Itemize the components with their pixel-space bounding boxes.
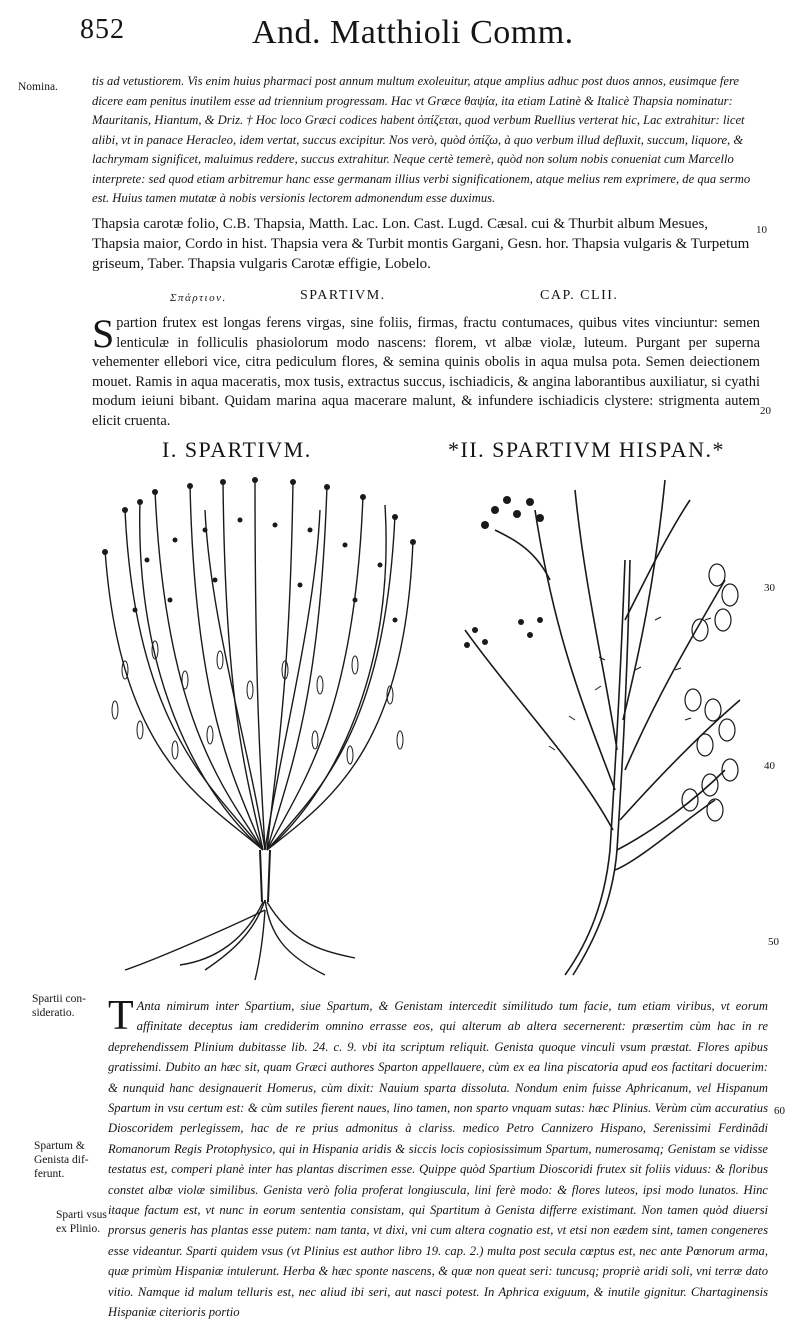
chapter-number: CAP. CLII.: [540, 288, 619, 303]
line-number-60: 60: [774, 1105, 785, 1117]
running-title: And. Matthioli Comm.: [252, 14, 574, 51]
figure-1-title: I. SPARTIVM.: [162, 437, 312, 462]
line-number-30: 30: [764, 582, 775, 594]
paragraph-spartium-description: [92, 311, 760, 432]
drop-cap-s: S: [92, 311, 115, 356]
drop-cap-t: T: [108, 993, 134, 1039]
line-number-40: 40: [764, 760, 775, 772]
line-number-20: 20: [760, 405, 771, 417]
paragraph-spartium-text: partion frutex est longas ferens virgas, sine foliis, firmas, fractu contumaces, quibus vites vinciuntur: semen lenticulæ in folliculis phasiolorum modo nascens: florem, vt albæ violæ, luteum. Purgant per superna vehementer ellebori vice, citra pediculum flores, & semina quinis obolis in aqua mulsa pota. Semen deiectionem mouet. Ramis in aqua maceratis, mox tusis, extractus succus, ischiadicis, & angina laborantibus auxiliatur, si cyathi modum ieiuni bibant. Quidam marina aqua macerare malunt, & infundere ischiadicis clystere: strigmenta autem elicit cruenta.: [92, 315, 760, 429]
spartium-hispanicum-woodcut-illustration: [455, 470, 755, 985]
figure-2-title: *II. SPARTIVM HISPAN.*: [448, 437, 725, 462]
paragraph-thapsia-synonyms: Thapsia carotæ folio, C.B. Thapsia, Matth. Lac. Lon. Cast. Lugd. Cæsal. cui & Thurbit album Mesues, Thapsia maior, Cordo in hist. Thapsia vera & Turbit montis Gargani, Gesn. hor. Thapsia vulgaris & Turpetum griseum, Taber. Thapsia vulgaris Carotæ effigie, Lobelo.: [92, 216, 750, 272]
margin-note-spartum-genista-1: Spartum &: [34, 1140, 85, 1152]
margin-note-spartii-consideratio-2: sideratio.: [32, 1007, 75, 1019]
margin-note-sparti-vsus-1: Sparti vsus: [56, 1209, 107, 1221]
margin-note-spartum-genista-3: ferunt.: [34, 1168, 65, 1180]
margin-note-nomina: Nomina.: [18, 81, 58, 93]
chapter-title: SPARTIVM.: [300, 288, 386, 303]
paragraph-commentary-text: Anta nimirum inter Spartium, siue Spartum, & Genistam intercedit similitudo tum facie, tum etiam viribus, vt eorum affinitate deceptus iam crediderim omnino errasse eos, qui alterum ab altera secernerent: præsertim cùm hac in re deprehendissem Plinium dubitasse lib. 24. c. 9. vbi ita scriptum reliquit. Genista quoque vinculi vsum præstat. Flores apibus gratissimi. Dubito an hæc sit, quam Græci authores Sparton appellauere, cùm ex ea lina piscatoria apud eos factitari docuerim: & nunquid hanc designauerit Homerus, cùm dixit: Nauium sparta dissoluta. Nondum enim fuisse Aphricanum, vel Hispanum Spartum in vsu certum est: & cùm sutiles fierent naues, lino tamen, non sparto vnquam sutas: hæc Plinius. Verùm cùm accuratius Dioscoridem perlegissem, hac de re prius admonitus à clariss. medico Petro Cannizero Hispano, Serenissimi Ferdinãdi Romanorum Regis Protophysico, qui in Hispania aridis & siccis locis copiosissimum Spartum, numerosamq; Genistam se vidisse testatus est, comperi planè inter has plantas discrimen esse. Quippe quòd Spartium Dioscoridi frutex sit foliis viduus: & floribus constet albæ violæ similibus. Genista verò folia proferat longiuscula, lini ferè modo: & flores luteos, ipsi modo lunatos. Hinc itaque factum est, vt nunc in eorum sententia consistam, qui Spartitum à Genista differre existimant. Non tamen quòd diuersi prorsus generis has plantas esse putem: nam tanta, vt dixi, vni cum altera cognatio est, vt etsi non eædem sint, tamen congeneres esse videantur. Sparti quidem vsus (vt Plinius est author libro 19. cap. 2.) multa post secula cœptus est, nec ante Pœnorum arma, quæ primùm Hispaniæ intulerunt. Herba & hæc sponte nascens, & quæ non queat seri: tuncusq; propriè aridi soli, vni terræ dato vitio. Namque id malum telluris est, nec aliud ibi seri, aut nasci potest. In Aphrica exiguum, & inutile gignitur. Chartaginensis Hispaniæ citerioris portio: [108, 999, 768, 1320]
margin-note-spartum-genista-2: Genista dif-: [34, 1154, 89, 1166]
margin-note-sparti-vsus-2: ex Plinio.: [56, 1223, 101, 1235]
paragraph-spartium-commentary: [108, 993, 768, 1323]
line-number-50: 50: [768, 936, 779, 948]
spartium-woodcut-illustration: [95, 470, 435, 985]
margin-note-spartii-consideratio-1: Spartii con-: [32, 993, 86, 1005]
paragraph-thapsia-notes: tis ad vetustiorem. Vis enim huius pharmaci post annum multum exoleuitur, atque amplius adhuc post duos annos, eusimque fere dicere eam penitus inutilem esse ad triennium progressam. Hac vt Græce θαψία, ita etiam Latinè & Italicè Thapsia nominatur: Mauritanis, Hiantum, & Driz. † Hoc loco Græci codices habent ὀπίζεται, quod verbum Ruellius verterat hic, Lac extrahitur: licet alibi, vt in panace Heracleo, idem vertat, succus excipitur. Nos verò, quòd ὀπίζω, à quo verbum illud defluxit, succum, liquore, & lachrymam significet, maluimus reddere, succus extrahitur. Neque certè temerè, quòd non solum nobis conueniat cum Marcello interprete: sed quod etiam arbitremur hanc esse germanam illius verbi significationem, atque melius rem exprimere, de qua sermo est. Huius tamen mutatæ à nobis versionis lectorem admonendum esse duximus.: [92, 74, 751, 205]
page-number: 852: [80, 14, 125, 45]
line-number-10: 10: [756, 224, 767, 236]
greek-name: Σπάρτιον.: [170, 292, 227, 304]
